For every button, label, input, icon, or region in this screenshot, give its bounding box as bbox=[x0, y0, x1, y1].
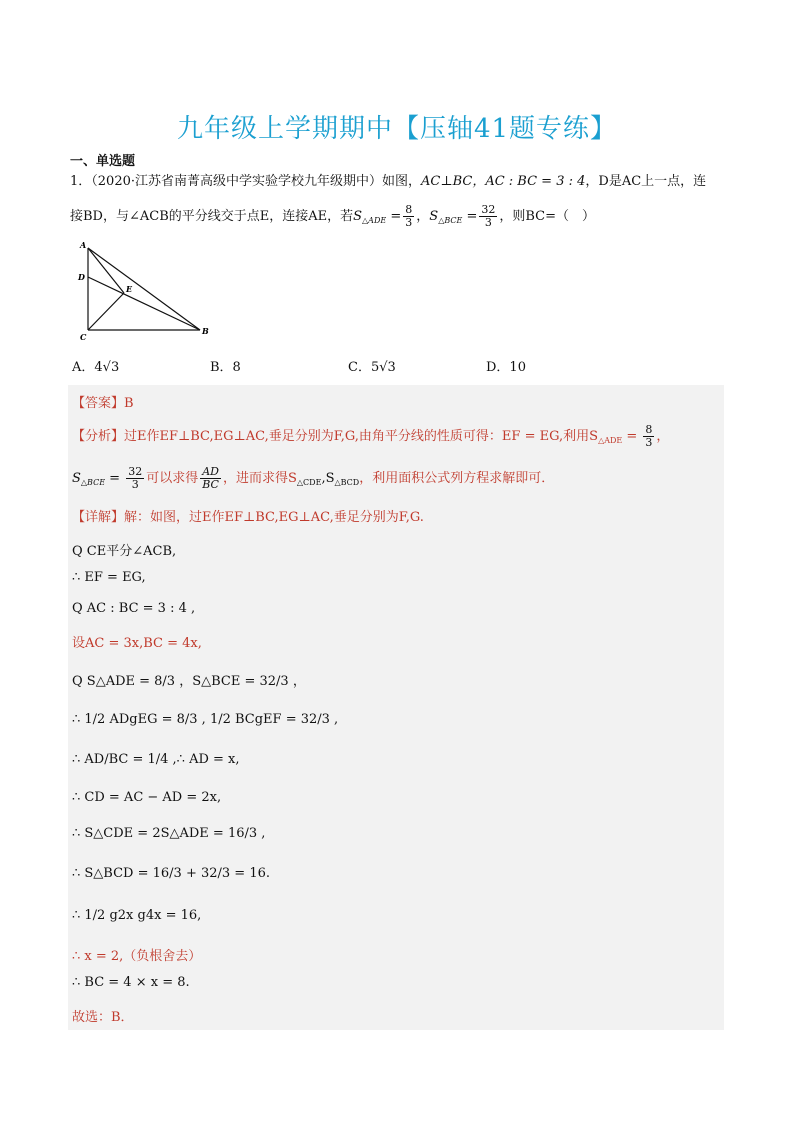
analysis-line-1: 【分析】过E作EF⊥BC,EG⊥AC,垂足分别为F,G,由角平分线的性质可得：EF = EG,利用$S_{\triangle ADE}$ = $\frac{8}{3}$ ， bbox=[72, 423, 670, 449]
page-title: 九年级上学期期中【压轴41题专练】 bbox=[176, 114, 618, 144]
frac-den: 3 bbox=[131, 478, 139, 491]
step-12: ∴ x = 2,（负根舍去） bbox=[72, 949, 202, 964]
question-condition: AC⊥BC， bbox=[421, 174, 486, 189]
detail-line bbox=[72, 506, 424, 525]
frac-num: 8 bbox=[645, 423, 653, 436]
label-a: A bbox=[80, 240, 87, 250]
question-line-2 bbox=[70, 204, 595, 231]
equals: = bbox=[466, 209, 478, 224]
equals: = bbox=[390, 209, 402, 224]
detail-label: 【详解】 bbox=[72, 510, 125, 525]
comma: ， bbox=[416, 209, 430, 224]
frac-num: AD bbox=[202, 465, 219, 478]
question-tail: ，则BC=（ ） bbox=[499, 209, 596, 224]
step-9: ∴ S△CDE = 2S△ADE = 16/3 , bbox=[72, 826, 266, 841]
question-text-cont: ，D是AC上一点，连 bbox=[585, 174, 707, 189]
question-line-1 bbox=[70, 172, 706, 192]
step-4: 设AC = 3x,BC = 4x, bbox=[72, 636, 202, 651]
fraction-8-3 bbox=[643, 424, 654, 449]
label-e: E bbox=[126, 284, 133, 294]
area-subscript: △BCE bbox=[438, 216, 463, 225]
area-subscript: △BCE bbox=[80, 478, 106, 487]
step-6: ∴ 1/2 ADgEG = 8/3 , 1/2 BCgEF = 32/3 , bbox=[72, 712, 339, 727]
answer-label: 【答案】 bbox=[72, 396, 125, 411]
analysis-label: 【分析】 bbox=[72, 429, 125, 444]
frac-num: 32 bbox=[481, 203, 496, 216]
analysis-text: ，进而求得S bbox=[223, 471, 297, 486]
answer-value: B bbox=[124, 396, 134, 411]
area-subscript: △CDE bbox=[296, 478, 322, 487]
analysis-line-2: $S_{\triangle BCE}$ = $\frac{32}{3}$ 可以求得 $\frac{AD}{BC}$ ，进而求得$S_{\triangle CDE},S_{\triangle BCD}$，利用面积公式列方程求解即可． bbox=[72, 465, 555, 491]
step-2: ∴ EF = EG, bbox=[72, 570, 146, 585]
question-number: 1． bbox=[70, 174, 92, 189]
step-10: ∴ S△BCD = 16/3 + 32/3 = 16. bbox=[72, 866, 271, 881]
frac-num: 8 bbox=[405, 203, 413, 216]
frac-den: 3 bbox=[405, 216, 413, 229]
answer-line bbox=[72, 392, 134, 411]
analysis-text: ,S bbox=[321, 471, 335, 486]
label-d: D bbox=[78, 272, 85, 282]
step-13: ∴ BC = 4 × x = 8. bbox=[72, 975, 190, 990]
fraction-ad-bc bbox=[200, 466, 221, 491]
area-symbol: S bbox=[429, 209, 439, 224]
fraction-8-3 bbox=[403, 204, 414, 229]
step-5: Q S△ADE = 8/3 ，S△BCE = 32/3 ， bbox=[72, 674, 306, 689]
question-text-line2: 接BD，与∠ACB的平分线交于点E，连接AE，若 bbox=[70, 209, 354, 224]
frac-num: 32 bbox=[128, 465, 143, 478]
fraction-32-3 bbox=[479, 204, 497, 229]
step-1: Q CE平分∠ACB, bbox=[72, 544, 177, 559]
analysis-text: ，利用面积公式列方程求解即可． bbox=[359, 471, 555, 486]
area-symbol: S bbox=[353, 209, 363, 224]
frac-den: BC bbox=[202, 478, 219, 491]
step-8: ∴ CD = AC − AD = 2x, bbox=[72, 790, 222, 805]
step-7: ∴ AD/BC = 1/4 ,∴ AD = x, bbox=[72, 752, 240, 767]
label-c: C bbox=[80, 332, 87, 342]
section-heading: 一、单选题 bbox=[70, 154, 136, 169]
analysis-text: 可以求得 bbox=[146, 471, 199, 486]
step-14: 故选：B． bbox=[72, 1010, 134, 1025]
frac-den: 3 bbox=[484, 216, 492, 229]
area-subscript: △ADE bbox=[362, 216, 387, 225]
triangle-figure bbox=[72, 240, 222, 345]
label-b: B bbox=[202, 326, 209, 336]
question-source: （2020·江苏省南菁高级中学实验学校九年级期中） bbox=[91, 174, 382, 189]
analysis-text: 过E作EF⊥BC,EG⊥AC,垂足分别为F,G,由角平分线的性质可得：EF = EG,利用S bbox=[124, 429, 599, 444]
question-ratio: AC : BC = 3 : 4 bbox=[485, 174, 586, 189]
option-b: B．8 bbox=[210, 360, 241, 375]
area-subscript: △BCD bbox=[334, 478, 360, 487]
option-c: C．5√3 bbox=[348, 360, 396, 375]
frac-den: 3 bbox=[645, 436, 653, 449]
question-text: 如图， bbox=[382, 174, 422, 189]
option-a: A．4√3 bbox=[72, 360, 120, 375]
option-d: D．10 bbox=[486, 360, 526, 375]
fraction-32-3 bbox=[126, 466, 144, 491]
step-3: Q AC : BC = 3 : 4 , bbox=[72, 601, 196, 616]
area-symbol: S bbox=[72, 471, 81, 486]
step-11: ∴ 1/2 g2x g4x = 16, bbox=[72, 908, 202, 923]
analysis-subscript: △ADE bbox=[598, 436, 623, 445]
detail-intro: 解：如图，过E作EF⊥BC,EG⊥AC,垂足分别为F,G. bbox=[124, 510, 424, 525]
